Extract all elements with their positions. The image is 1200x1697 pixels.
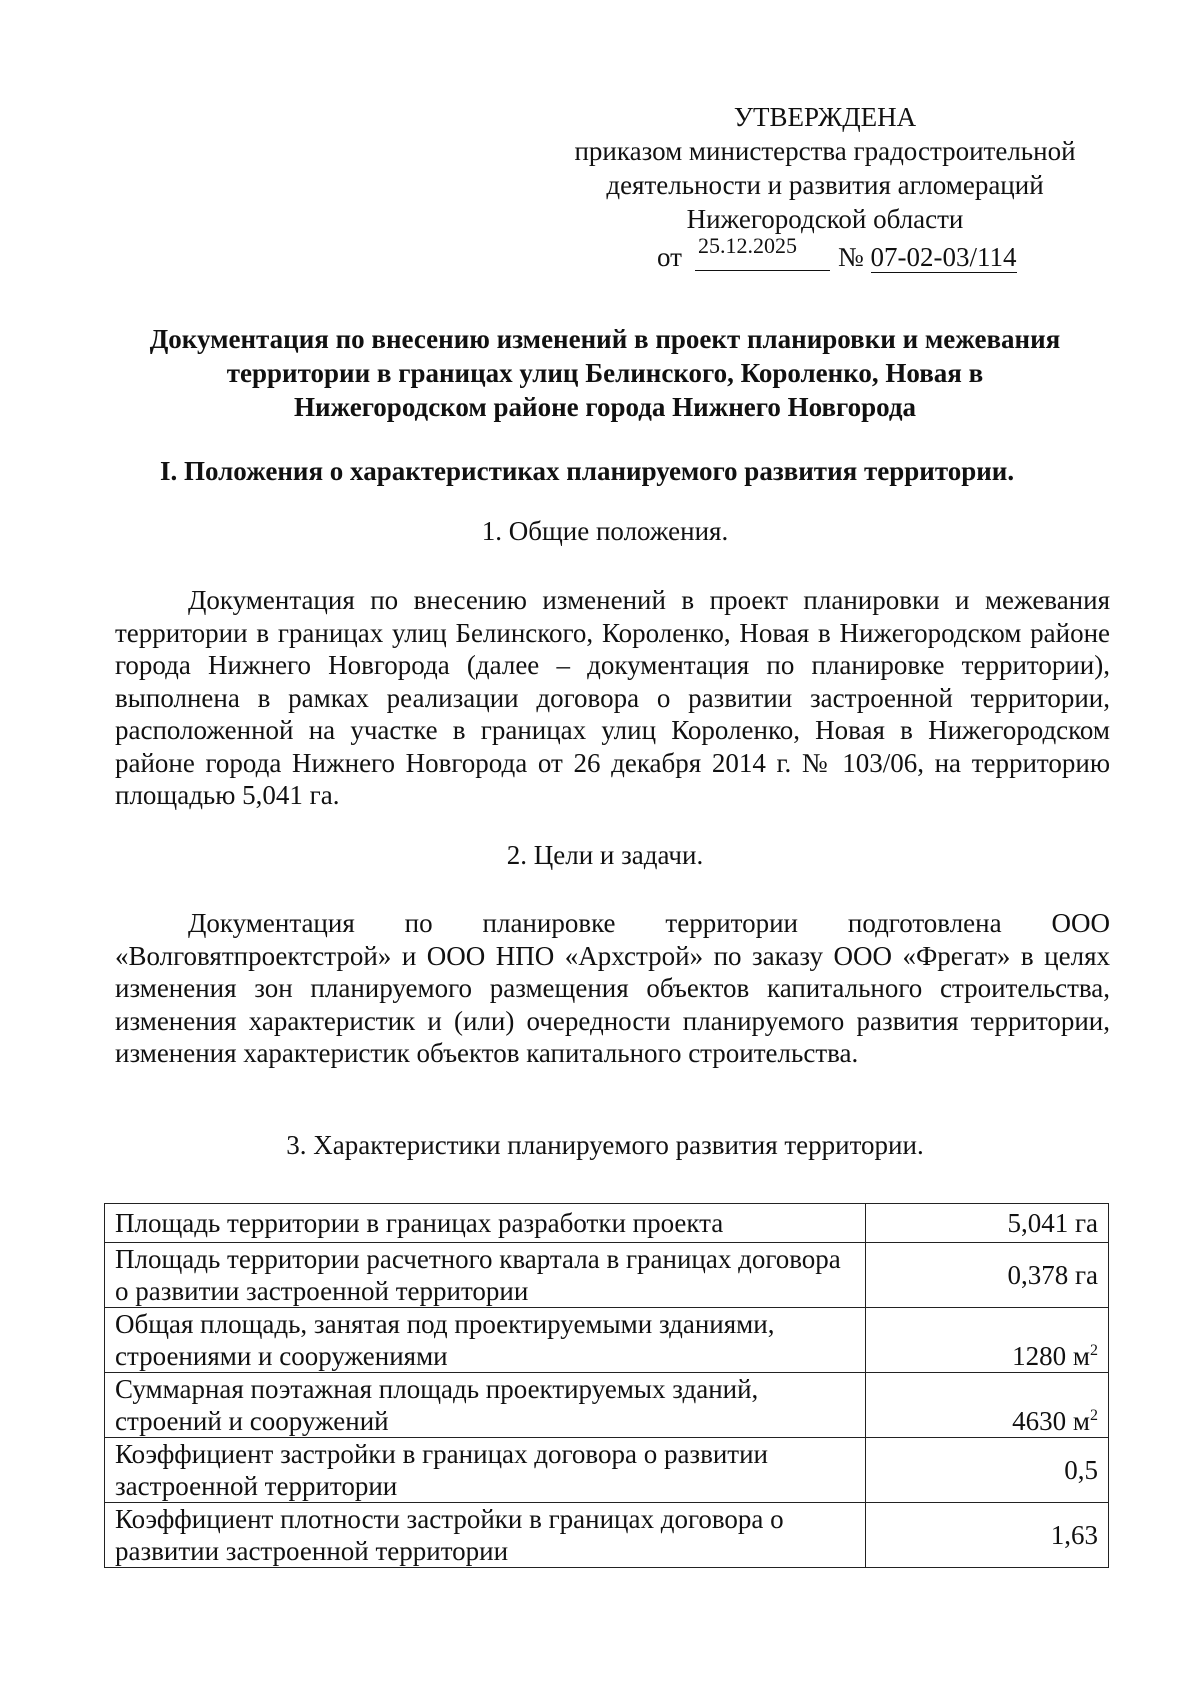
table-row xyxy=(105,1243,1109,1308)
value-text: 0,378 га xyxy=(1007,1260,1098,1290)
order-number-sign: № xyxy=(838,242,864,272)
approval-line-2: деятельности и развития агломераций xyxy=(606,170,1044,200)
table-cell-value xyxy=(866,1438,1109,1503)
table-row xyxy=(105,1308,1109,1373)
subsection-heading-2: 2. Цели и задачи. xyxy=(506,840,704,870)
table-cell-label: Коэффициент застройки в границах договора о развитии застроенной территории xyxy=(105,1438,866,1503)
table-row xyxy=(105,1503,1109,1568)
title-line-3: Нижегородском районе города Нижнего Новгорода xyxy=(293,392,917,422)
document-title xyxy=(100,322,1110,424)
table-cell-label: Коэффициент плотности застройки в границах договора о развитии застроенной территории xyxy=(105,1503,866,1568)
value-sup: 2 xyxy=(1090,1342,1098,1359)
value-text: 0,5 xyxy=(1064,1455,1098,1485)
table-cell-value xyxy=(866,1204,1109,1243)
table-cell-label: Суммарная поэтажная площадь проектируемых зданий, строений и сооружений xyxy=(105,1373,866,1438)
approval-block xyxy=(520,100,1130,272)
value-text: 1280 м xyxy=(1012,1341,1090,1371)
subsection-heading-3: 3. Характеристики планируемого развития территории. xyxy=(286,1130,924,1160)
order-date: 25.12.2025 xyxy=(698,233,797,258)
subsection-heading-1: 1. Общие положения. xyxy=(481,516,729,546)
approval-heading: УТВЕРЖДЕНА xyxy=(733,102,917,132)
table-cell-value xyxy=(866,1308,1109,1373)
table-row xyxy=(105,1438,1109,1503)
value-text: 1,63 xyxy=(1050,1520,1098,1550)
value-text: 5,041 га xyxy=(1007,1208,1098,1238)
table-cell-label: Общая площадь, занятая под проектируемыми зданиями, строениями и сооружениями xyxy=(105,1308,866,1373)
value-sup: 2 xyxy=(1090,1407,1098,1424)
table-cell-label: Площадь территории в границах разработки проекта xyxy=(105,1204,866,1243)
table-row xyxy=(105,1373,1109,1438)
table-cell-value xyxy=(866,1243,1109,1308)
characteristics-table xyxy=(104,1203,1109,1568)
approval-line-3: Нижегородской области xyxy=(686,204,964,234)
table-row xyxy=(105,1204,1109,1243)
table-cell-label: Площадь территории расчетного квартала в границах договора о развитии застроенной территории xyxy=(105,1243,866,1308)
subsection-text-1: Документация по внесению изменений в проект планировки и межевания территории в границах улиц Белинского, Короленко, Новая в Нижегородском районе города Нижнего Новгорода (далее – документация по планировке территории), выполнена в рамках реализации договора о развитии застроенной территории, расположенной на участке в границах улиц Короленко, Новая в Нижегородском районе города Нижнего Новгорода от 26 декабря 2014 г. № 103/06, на территорию площадью 5,041 га. xyxy=(115,585,1110,810)
order-number-wrap xyxy=(838,240,1017,274)
order-date-underline xyxy=(695,270,830,271)
order-from-label: от xyxy=(657,242,682,272)
title-line-1: Документация по внесению изменений в проект планировки и межевания xyxy=(149,324,1061,354)
approval-line-1: приказом министерства градостроительной xyxy=(574,136,1076,166)
section-heading: I. Положения о характеристиках планируемого развития территории. xyxy=(160,456,1015,486)
subsection-text-2: Документация по планировке территории подготовлена ООО «Волговятпроектстрой» и ООО НПО «Архстрой» по заказу ООО «Фрегат» в целях изменения зон планируемого размещения объектов капитального строительства, изменения характеристик и (или) очередности планируемого развития территории, изменения характеристик объектов капитального строительства. xyxy=(115,908,1110,1068)
order-reference xyxy=(520,233,1130,272)
table-cell-value xyxy=(866,1503,1109,1568)
table-cell-value xyxy=(866,1373,1109,1438)
title-line-2: территории в границах улиц Белинского, Короленко, Новая в xyxy=(226,358,984,388)
value-text: 4630 м xyxy=(1012,1406,1090,1436)
order-number: 07-02-03/114 xyxy=(870,242,1017,272)
